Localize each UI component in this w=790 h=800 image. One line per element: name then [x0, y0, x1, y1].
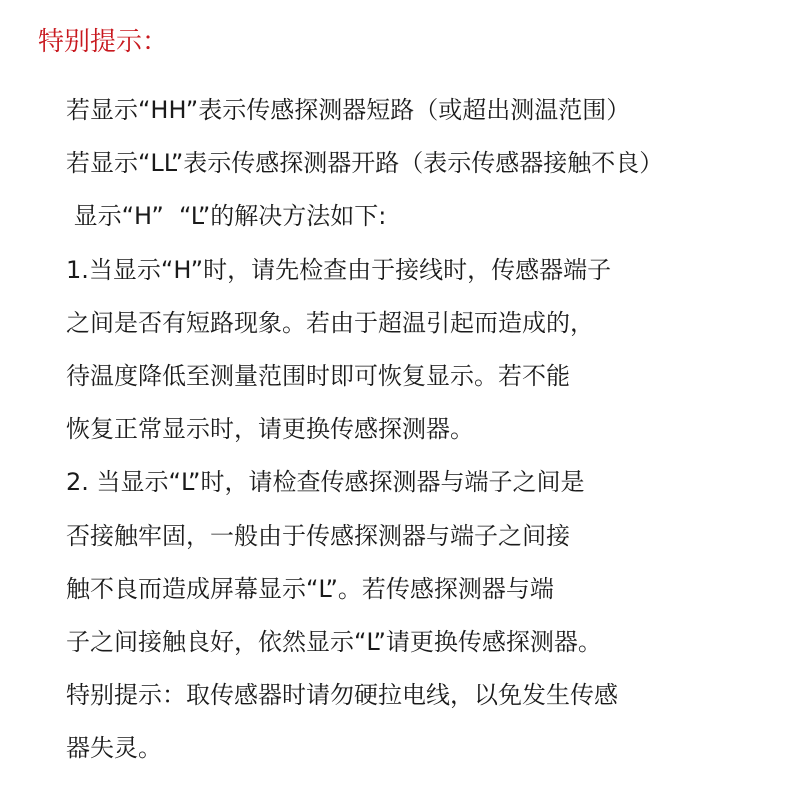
text-line: 之间是否有短路现象。若由于超温引起而造成的，	[66, 308, 594, 337]
text-line: 器失灵。	[66, 734, 162, 763]
text-line: 显示“H” “L”的解决方法如下:	[66, 202, 387, 231]
text-line: 特别提示：取传感器时请勿硬拉电线，以免发生传感	[66, 681, 618, 710]
page-title: 特别提示：	[38, 27, 169, 57]
text-line: 触不良而造成屏幕显示“L”。若传感探测器与端	[66, 574, 554, 603]
text-line: 2. 当显示“L”时，请检查传感探测器与端子之间是	[66, 468, 585, 497]
text-line: 子之间接触良好，依然显示“L”请更换传感探测器。	[66, 627, 602, 656]
text-line: 1.当显示“H”时，请先检查由于接线时，传感器端子	[66, 255, 612, 284]
text-line: 若显示“HH”表示传感探测器短路（或超出测温范围）	[66, 96, 631, 124]
instructions-body	[66, 84, 781, 775]
text-line: 若显示“LL”表示传感探测器开路（表示传感器接触不良）	[66, 149, 664, 178]
text-line: 恢复正常显示时，请更换传感探测器。	[66, 415, 474, 444]
text-line: 否接触牢固，一般由于传感探测器与端子之间接	[66, 521, 570, 550]
text-line: 待温度降低至测量范围时即可恢复显示。若不能	[66, 361, 570, 390]
